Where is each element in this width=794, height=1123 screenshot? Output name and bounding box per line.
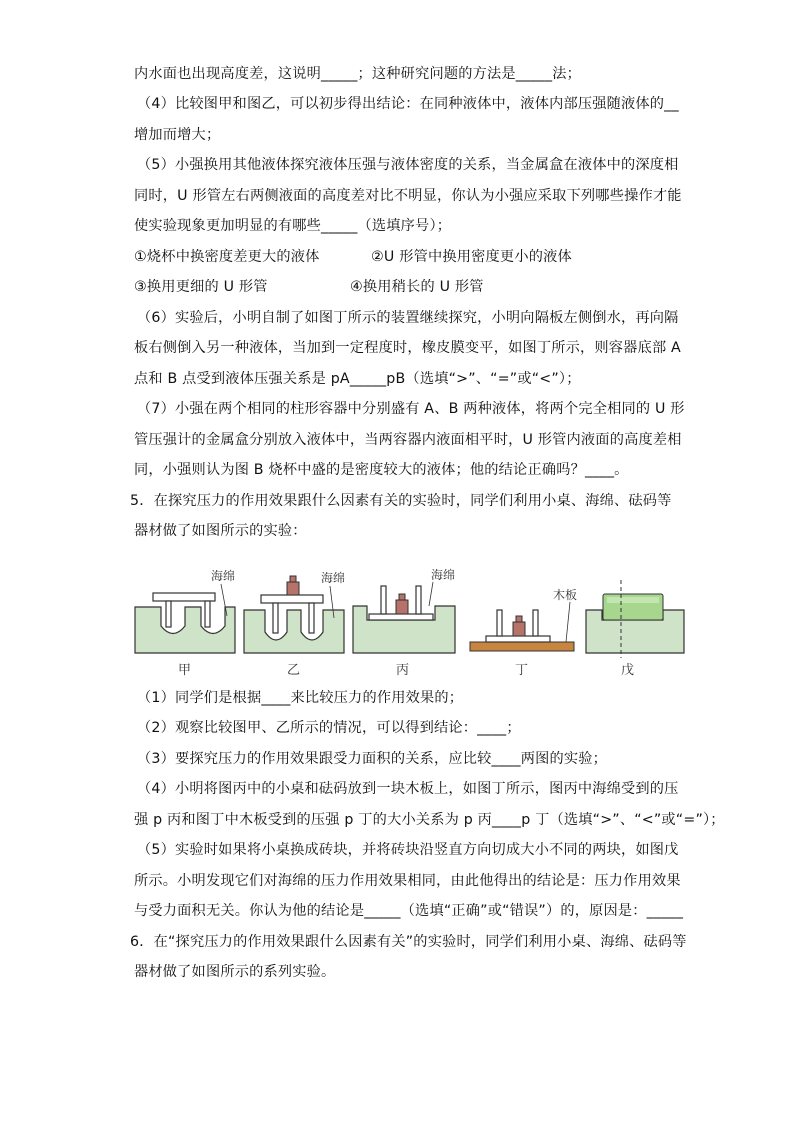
problem-5-title: 5．在探究压力的作用效果跟什么因素有关的实验时，同学们利用小桌、海绵、砝码等 — [130, 493, 672, 509]
caption-yi: 乙 — [287, 663, 301, 678]
text-line: 同时，U 形管左右两侧液面的高度差对比不明显，你认为小强应采取下列哪些操作才能 — [134, 188, 682, 204]
q5-3-line: （3）要探究压力的作用效果跟受力面积的关系，应比较____两图的实验； — [137, 751, 608, 767]
text-line: 使实验现象更加明显的有哪些_____（选填序号）； — [134, 218, 452, 234]
caption-ding: 丁 — [515, 663, 529, 678]
caption-bing: 丙 — [396, 663, 410, 678]
text-line: 点和 B 点受到液体压强关系是 pA_____pB（选填“>”、“=”或“<”）； — [134, 371, 581, 387]
question-6-line: （6）实验后，小明自制了如图丁所示的装置继续探究，小明向隔板左侧倒水，再向隔 — [137, 310, 679, 326]
text-line: 器材做了如图所示的系列实验。 — [134, 964, 336, 980]
text-line: 强 p 丙和图丁中木板受到的压强 p 丁的大小关系为 p 丙____p 丁（选填“>”、“<”或“=”）； — [134, 812, 725, 828]
caption-jia: 甲 — [178, 663, 192, 678]
q5-5-line: （5）实验时如果将小桌换成砖块，并将砖块沿竖直方向切成大小不同的两块，如图戊 — [137, 842, 679, 858]
text-line: 与受力面积无关。你认为他的结论是_____（选填“正确”或“错误”）的，原因是：_____ — [134, 903, 684, 919]
text-line: 内水面也出现高度差，这说明_____；这种研究问题的方法是_____法； — [134, 66, 582, 82]
q5-2-line: （2）观察比较图甲、乙所示的情况，可以得到结论：____； — [137, 720, 521, 736]
option-4: ④换用稍长的 U 形管 — [350, 279, 484, 295]
text-line: 所示。小明发现它们对海绵的压力作用效果相同，由此他得出的结论是：压力作用效果 — [134, 873, 681, 889]
figure-wu — [586, 580, 684, 678]
q5-4-line: （4）小明将图丙中的小桌和砝码放到一块木板上，如图丁所示，图丙中海绵受到的压 — [137, 781, 679, 797]
text-line: 器材做了如图所示的实验： — [134, 523, 307, 539]
text-line: 管压强计的金属盒分别放入液体中，当两容器内液面相平时，U 形管内液面的高度差相 — [134, 432, 682, 448]
text-line: 增加而增大； — [134, 127, 221, 143]
option-2: ②U 形管中换用密度更小的液体 — [371, 249, 572, 265]
text-line: 板右侧倒入另一种液体，当加到一定程度时，橡皮膜变平，如图丁所示，则容器底部 A — [134, 340, 681, 356]
q5-1-line: （1）同学们是根据____来比较压力的作用效果的； — [137, 690, 464, 706]
text-line: 同，小强则认为图 B 烧杯中盛的是密度较大的液体；他的结论正确吗？____。 — [134, 462, 629, 478]
figure-ding — [470, 587, 577, 678]
option-3: ③换用更细的 U 形管 — [134, 279, 268, 295]
question-4-line: （4）比较图甲和图乙，可以初步得出结论：在同种液体中，液体内部压强随液体的__ — [137, 96, 679, 112]
question-5-line: （5）小强换用其他液体探究液体压强与液体密度的关系，当金属盒在液体中的深度相 — [137, 157, 679, 173]
pressure-experiment-figure — [133, 566, 688, 682]
figure-yi — [244, 571, 345, 678]
sponge-label: 海绵 — [211, 569, 236, 583]
sponge-label: 海绵 — [321, 571, 346, 585]
board-label: 木板 — [553, 588, 578, 602]
sponge-label: 海绵 — [431, 568, 456, 582]
figure-jia — [135, 569, 235, 678]
figure-bing — [353, 568, 455, 678]
option-1: ①烧杯中换密度差更大的液体 — [134, 249, 320, 265]
problem-6-title: 6．在“探究压力的作用效果跟什么因素有关”的实验时，同学们利用小桌、海绵、砝码等 — [130, 934, 687, 950]
question-7-line: （7）小强在两个相同的柱形容器中分别盛有 A、B 两种液体，将两个完全相同的 U 形 — [137, 401, 685, 417]
caption-wu: 戊 — [621, 663, 635, 678]
